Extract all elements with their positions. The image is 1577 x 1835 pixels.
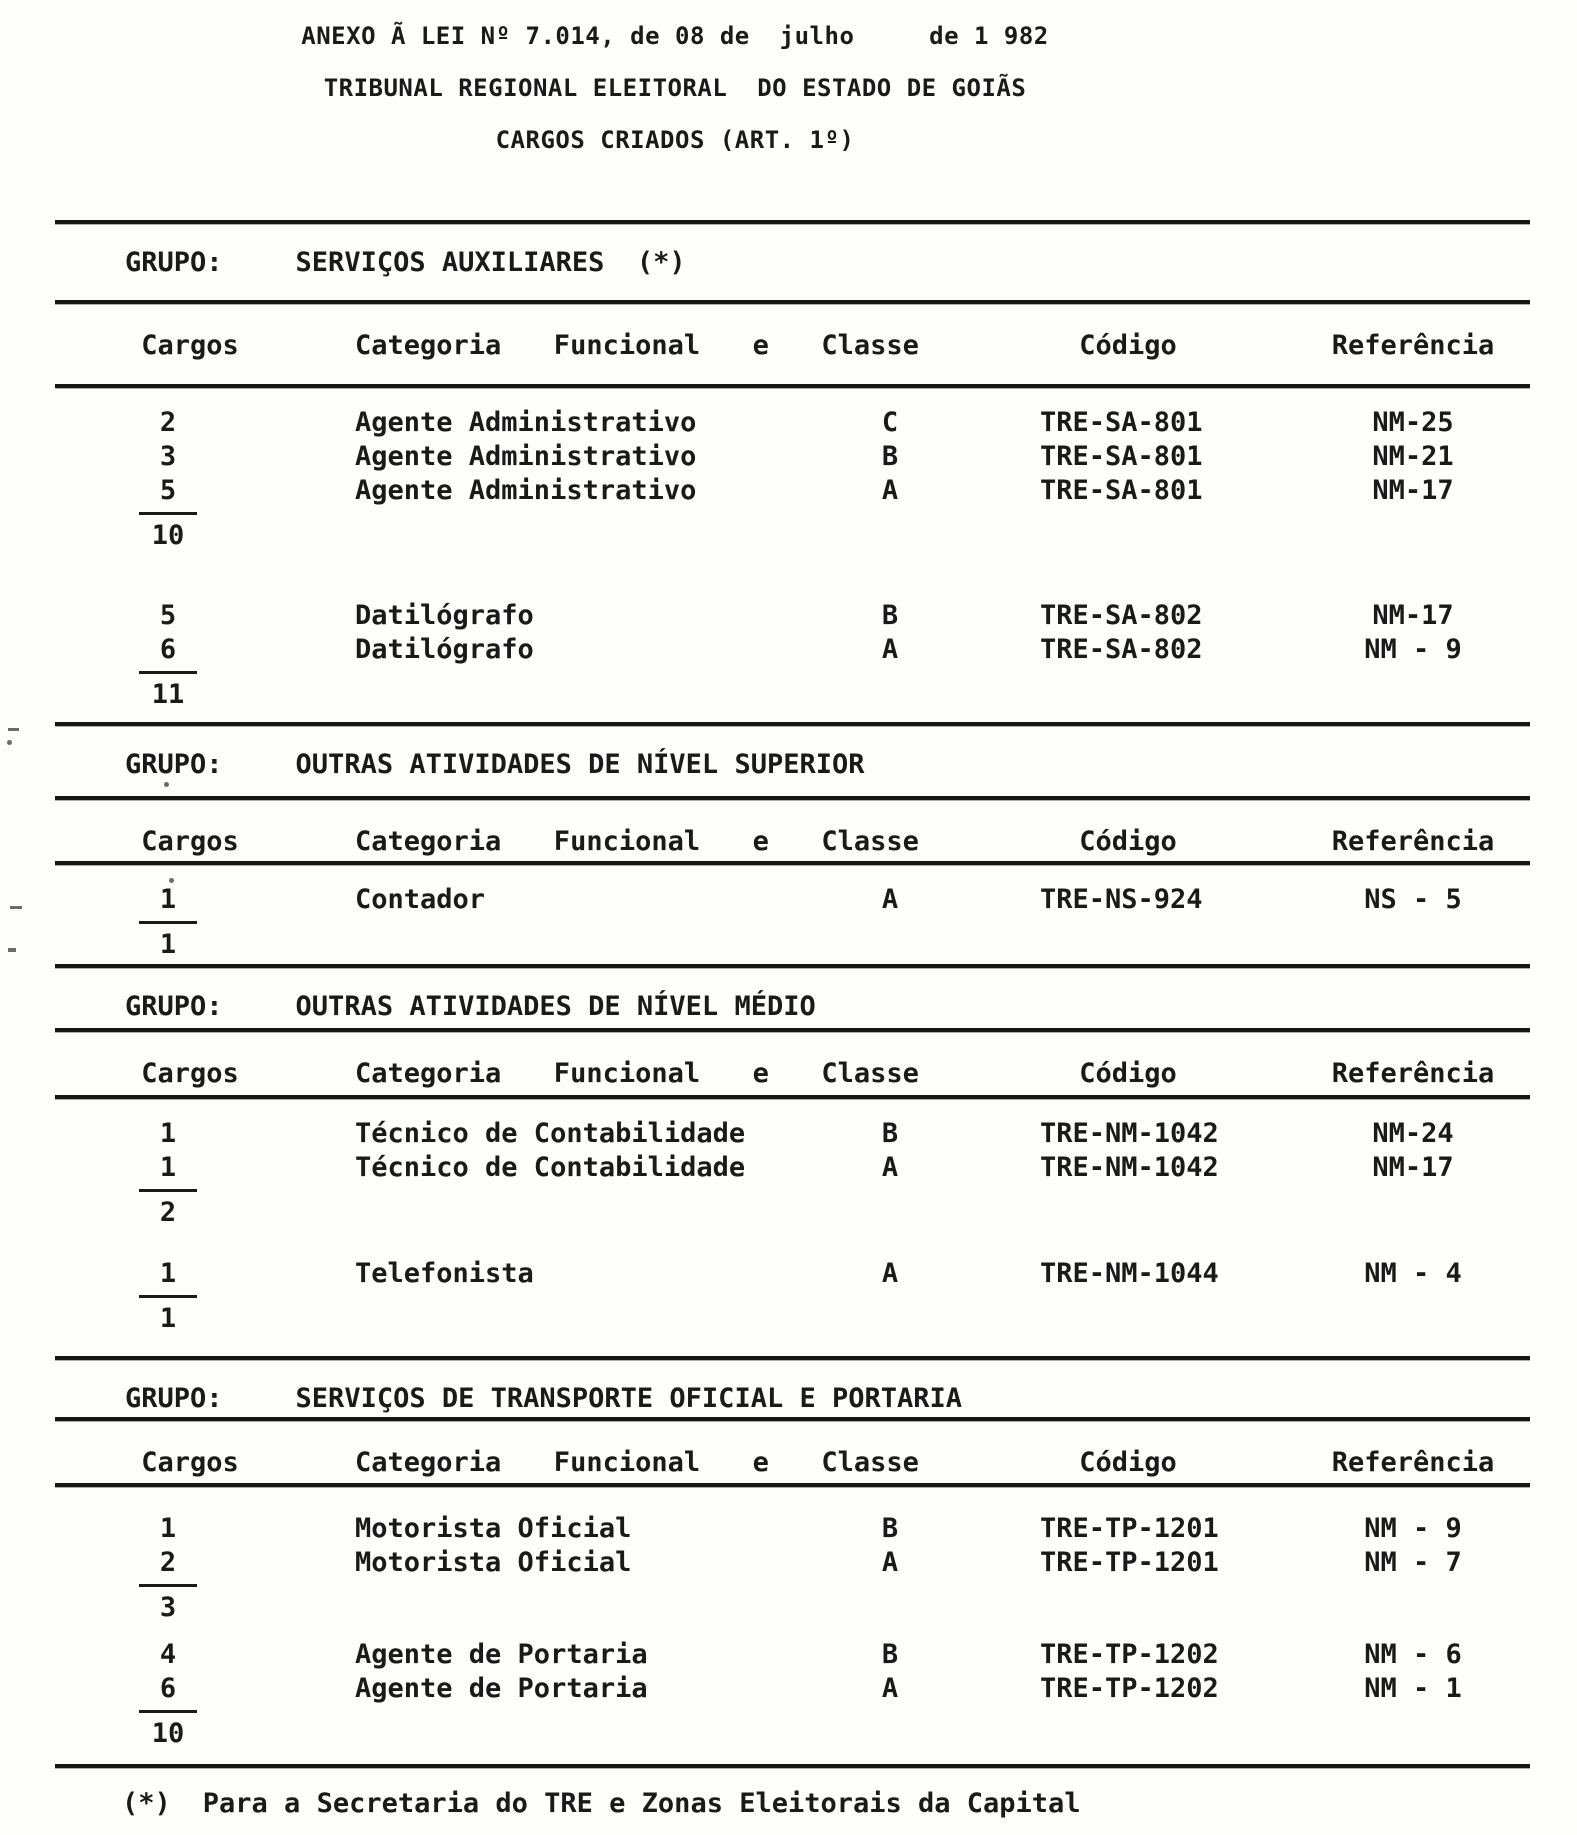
- horizontal-rule: [55, 1764, 1530, 1768]
- table-groups: [0, 220, 1577, 1751]
- table-row: [0, 633, 1577, 667]
- cell-cargos: 6: [159, 1673, 177, 1704]
- row-block: [0, 1638, 1577, 1751]
- column-header-referencia: Referência: [1331, 1058, 1495, 1089]
- table-row: [0, 474, 1577, 508]
- group-title: [0, 1382, 1577, 1416]
- table-row: [0, 1257, 1577, 1291]
- cell-referencia: NM-17: [1372, 1152, 1454, 1183]
- horizontal-rule: [55, 796, 1530, 800]
- cell-categoria: Agente Administrativo: [355, 441, 697, 472]
- cell-classe: A: [881, 884, 899, 915]
- group-title: [0, 246, 1577, 280]
- horizontal-rule: [55, 1095, 1530, 1099]
- cell-codigo: TRE-SA-802: [1040, 600, 1203, 631]
- subtotal-value: 2: [139, 1189, 197, 1229]
- scan-artifact: [8, 728, 19, 731]
- table-row: [0, 1638, 1577, 1672]
- cell-codigo: TRE-SA-801: [1040, 475, 1203, 506]
- row-block: [0, 406, 1577, 553]
- cell-codigo: TRE-SA-802: [1040, 634, 1203, 665]
- document-title-line-1: ANEXO Ã LEI Nº 7.014, de 08 de julho de 1 982: [301, 22, 1049, 50]
- cell-referencia: NM-17: [1372, 600, 1454, 631]
- cell-categoria: Agente Administrativo: [355, 407, 697, 438]
- table-row: [0, 406, 1577, 440]
- cell-referencia: NM-24: [1372, 1118, 1454, 1149]
- table-row: [0, 1512, 1577, 1546]
- cell-codigo: TRE-TP-1202: [1040, 1639, 1219, 1670]
- cell-referencia: NM-25: [1372, 407, 1454, 438]
- horizontal-rule: [55, 1028, 1530, 1032]
- horizontal-rule: [55, 1356, 1530, 1360]
- footnote-text: Para a Secretaria do TRE e Zonas Eleitorais da Capital: [202, 1788, 1081, 1819]
- cell-codigo: TRE-NM-1044: [1040, 1258, 1219, 1289]
- group-name: SERVIÇOS DE TRANSPORTE OFICIAL E PORTARIA: [295, 1383, 963, 1414]
- cell-referencia: NM - 9: [1364, 1513, 1462, 1544]
- subtotal-value: 3: [139, 1584, 197, 1624]
- column-header-categoria-funcional-classe: Categoria Funcional e Classe: [355, 1058, 919, 1089]
- footnote-marker: (*): [122, 1788, 171, 1819]
- scan-artifact: [7, 740, 12, 745]
- group-section: [0, 1356, 1577, 1751]
- column-header-cargos: Cargos: [141, 1058, 239, 1089]
- document-footer: [0, 1764, 1577, 1821]
- cell-cargos: 2: [159, 1547, 177, 1578]
- subtotal-row: [0, 512, 1577, 553]
- horizontal-rule: [55, 964, 1530, 968]
- cell-classe: B: [881, 1513, 899, 1544]
- subtotal-value: 11: [139, 671, 197, 711]
- group-section: [0, 220, 1577, 712]
- cell-categoria: Agente Administrativo: [355, 475, 697, 506]
- cell-codigo: TRE-TP-1201: [1040, 1513, 1219, 1544]
- group-label: GRUPO:: [125, 749, 223, 780]
- group-label: GRUPO:: [125, 1383, 223, 1414]
- cell-codigo: TRE-TP-1201: [1040, 1547, 1219, 1578]
- footnote: [0, 1787, 1577, 1821]
- subtotal-row: [0, 1710, 1577, 1751]
- cell-codigo: TRE-NM-1042: [1040, 1118, 1219, 1149]
- cell-cargos: 5: [159, 475, 177, 506]
- column-header-row: [0, 329, 1577, 363]
- cell-referencia: NM - 7: [1364, 1547, 1462, 1578]
- column-header-row: [0, 1446, 1577, 1480]
- cell-classe: B: [881, 600, 899, 631]
- column-header-categoria-funcional-classe: Categoria Funcional e Classe: [355, 1447, 919, 1478]
- cell-categoria: Agente de Portaria: [355, 1639, 648, 1670]
- document-title-line-3: CARGOS CRIADOS (ART. 1º): [495, 126, 855, 154]
- cell-categoria: Técnico de Contabilidade: [355, 1152, 746, 1183]
- column-header-categoria-funcional-classe: Categoria Funcional e Classe: [355, 330, 919, 361]
- group-body: [0, 883, 1577, 962]
- horizontal-rule: [55, 722, 1530, 726]
- group-name: OUTRAS ATIVIDADES DE NÍVEL SUPERIOR: [295, 749, 865, 780]
- subtotal-value: 1: [139, 1295, 197, 1335]
- table-row: [0, 599, 1577, 633]
- horizontal-rule: [55, 1417, 1530, 1421]
- group-title: [0, 990, 1577, 1024]
- subtotal-row: [0, 921, 1577, 962]
- column-header-referencia: Referência: [1331, 826, 1495, 857]
- cell-cargos: 6: [159, 634, 177, 665]
- group-section: [0, 722, 1577, 962]
- cell-codigo: TRE-SA-801: [1040, 441, 1203, 472]
- column-header-referencia: Referência: [1331, 330, 1495, 361]
- cell-cargos: 1: [159, 1152, 177, 1183]
- column-header-row: [0, 825, 1577, 859]
- subtotal-row: [0, 1189, 1577, 1230]
- cell-categoria: Contador: [355, 884, 486, 915]
- cell-referencia: NM-21: [1372, 441, 1454, 472]
- cell-codigo: TRE-NS-924: [1040, 884, 1203, 915]
- group-name: OUTRAS ATIVIDADES DE NÍVEL MÉDIO: [295, 991, 816, 1022]
- row-block: [0, 1512, 1577, 1625]
- cell-classe: A: [881, 1547, 899, 1578]
- cell-referencia: NM - 1: [1364, 1673, 1462, 1704]
- document-title-line-2: TRIBUNAL REGIONAL ELEITORAL DO ESTADO DE GOIÃS: [323, 74, 1027, 102]
- row-block: [0, 1257, 1577, 1336]
- cell-referencia: NM - 9: [1364, 634, 1462, 665]
- cell-codigo: TRE-TP-1202: [1040, 1673, 1219, 1704]
- cell-classe: A: [881, 634, 899, 665]
- column-header-categoria-funcional-classe: Categoria Funcional e Classe: [355, 826, 919, 857]
- horizontal-rule: [55, 1483, 1530, 1487]
- scan-artifact: [169, 878, 174, 883]
- cell-classe: A: [881, 1258, 899, 1289]
- table-row: [0, 883, 1577, 917]
- column-header-cargos: Cargos: [141, 330, 239, 361]
- scan-artifact: [164, 782, 169, 787]
- group-body: [0, 406, 1577, 712]
- cell-categoria: Telefonista: [355, 1258, 534, 1289]
- group-body: [0, 1512, 1577, 1751]
- group-label: GRUPO:: [125, 247, 223, 278]
- table-row: [0, 1672, 1577, 1706]
- row-block: [0, 883, 1577, 962]
- cell-categoria: Motorista Oficial: [355, 1513, 632, 1544]
- cell-classe: B: [881, 1639, 899, 1670]
- horizontal-rule: [55, 384, 1530, 388]
- column-header-codigo: Código: [1079, 330, 1177, 361]
- cell-cargos: 5: [159, 600, 177, 631]
- horizontal-rule: [55, 861, 1530, 865]
- cell-categoria: Técnico de Contabilidade: [355, 1118, 746, 1149]
- column-header-cargos: Cargos: [141, 826, 239, 857]
- cell-cargos: 1: [159, 884, 177, 915]
- cell-referencia: NS - 5: [1364, 884, 1462, 915]
- cell-cargos: 3: [159, 441, 177, 472]
- cell-categoria: Datilógrafo: [355, 634, 534, 665]
- subtotal-value: 10: [139, 1710, 197, 1750]
- cell-categoria: Agente de Portaria: [355, 1673, 648, 1704]
- horizontal-rule: [55, 220, 1530, 224]
- column-header-cargos: Cargos: [141, 1447, 239, 1478]
- column-header-row: [0, 1057, 1577, 1091]
- subtotal-row: [0, 1295, 1577, 1336]
- table-row: [0, 1546, 1577, 1580]
- table-row: [0, 440, 1577, 474]
- cell-classe: A: [881, 1152, 899, 1183]
- cell-cargos: 4: [159, 1639, 177, 1670]
- cell-classe: B: [881, 441, 899, 472]
- cell-cargos: 1: [159, 1258, 177, 1289]
- group-section: [0, 964, 1577, 1336]
- subtotal-value: 1: [139, 921, 197, 961]
- table-row: [0, 1117, 1577, 1151]
- subtotal-row: [0, 671, 1577, 712]
- group-body: [0, 1117, 1577, 1336]
- group-title: [0, 748, 1577, 782]
- cell-codigo: TRE-SA-801: [1040, 407, 1203, 438]
- horizontal-rule: [55, 300, 1530, 304]
- column-header-referencia: Referência: [1331, 1447, 1495, 1478]
- subtotal-value: 10: [139, 512, 197, 552]
- cell-cargos: 1: [159, 1118, 177, 1149]
- cell-referencia: NM - 4: [1364, 1258, 1462, 1289]
- subtotal-row: [0, 1584, 1577, 1625]
- cell-categoria: Motorista Oficial: [355, 1547, 632, 1578]
- column-header-codigo: Código: [1079, 826, 1177, 857]
- column-header-codigo: Código: [1079, 1447, 1177, 1478]
- cell-cargos: 1: [159, 1513, 177, 1544]
- cell-classe: A: [881, 475, 899, 506]
- cell-cargos: 2: [159, 407, 177, 438]
- row-block: [0, 599, 1577, 712]
- column-header-codigo: Código: [1079, 1058, 1177, 1089]
- cell-classe: C: [881, 407, 899, 438]
- cell-referencia: NM-17: [1372, 475, 1454, 506]
- document-header: [0, 0, 1350, 166]
- cell-referencia: NM - 6: [1364, 1639, 1462, 1670]
- row-block: [0, 1117, 1577, 1230]
- table-row: [0, 1151, 1577, 1185]
- cell-classe: A: [881, 1673, 899, 1704]
- group-label: GRUPO:: [125, 991, 223, 1022]
- cell-categoria: Datilógrafo: [355, 600, 534, 631]
- group-name: SERVIÇOS AUXILIARES (*): [295, 247, 686, 278]
- scan-artifact: [8, 948, 16, 952]
- cell-codigo: TRE-NM-1042: [1040, 1152, 1219, 1183]
- scan-artifact: [10, 906, 22, 909]
- cell-classe: B: [881, 1118, 899, 1149]
